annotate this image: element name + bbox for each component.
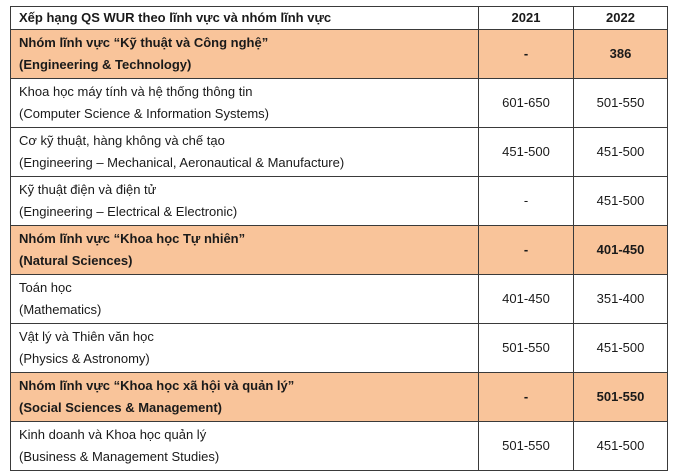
row-label (11, 177, 479, 226)
header-year-2021: 2021 (479, 7, 574, 30)
cell-2022: 501-550 (574, 79, 668, 128)
row-label (11, 30, 479, 79)
table-row-group-social-sciences (11, 373, 668, 422)
ranking-table-container (10, 6, 667, 471)
qs-ranking-table (10, 6, 668, 471)
cell-2022: 386 (574, 30, 668, 79)
cell-2022: 401-450 (574, 226, 668, 275)
header-category: Xếp hạng QS WUR theo lĩnh vực và nhóm lĩnh vực (11, 7, 479, 30)
row-subtitle: (Social Sciences & Management) (19, 400, 223, 415)
row-title: Nhóm lĩnh vực “Kỹ thuật và Công nghệ” (19, 35, 269, 50)
row-label (11, 422, 479, 471)
table-row-mathematics (11, 275, 668, 324)
row-title: Kinh doanh và Khoa học quản lý (19, 427, 207, 442)
row-subtitle: (Physics & Astronomy) (19, 351, 150, 366)
cell-2022: 351-400 (574, 275, 668, 324)
cell-2022: 451-500 (574, 128, 668, 177)
cell-2022: 451-500 (574, 422, 668, 471)
row-title: Nhóm lĩnh vực “Khoa học xã hội và quản lý” (19, 378, 295, 393)
row-title: Kỹ thuật điện và điện tử (19, 182, 157, 197)
row-title: Cơ kỹ thuật, hàng không và chế tạo (19, 133, 225, 148)
table-header-row (11, 7, 668, 30)
cell-2022: 451-500 (574, 177, 668, 226)
table-row-electrical (11, 177, 668, 226)
cell-2021: 451-500 (479, 128, 574, 177)
row-title: Khoa học máy tính và hệ thống thông tin (19, 84, 253, 99)
row-label (11, 79, 479, 128)
row-subtitle: (Natural Sciences) (19, 253, 133, 268)
cell-2022: 451-500 (574, 324, 668, 373)
row-label (11, 128, 479, 177)
table-row-group-engineering (11, 30, 668, 79)
cell-2021: 501-550 (479, 422, 574, 471)
table-row-group-natural-sciences (11, 226, 668, 275)
cell-2021: 401-450 (479, 275, 574, 324)
row-label (11, 226, 479, 275)
row-title: Vật lý và Thiên văn học (19, 329, 154, 344)
row-subtitle: (Engineering – Mechanical, Aeronautical & Manufacture) (19, 155, 345, 170)
row-subtitle: (Computer Science & Information Systems) (19, 106, 269, 121)
table-row-computer-science (11, 79, 668, 128)
table-row-mechanical (11, 128, 668, 177)
row-label (11, 373, 479, 422)
row-title: Nhóm lĩnh vực “Khoa học Tự nhiên” (19, 231, 246, 246)
row-label (11, 324, 479, 373)
table-row-physics (11, 324, 668, 373)
cell-2021: - (479, 30, 574, 79)
row-label (11, 275, 479, 324)
cell-2021: - (479, 373, 574, 422)
row-subtitle: (Mathematics) (19, 302, 102, 317)
cell-2021: - (479, 177, 574, 226)
row-title: Toán học (19, 280, 72, 295)
cell-2022: 501-550 (574, 373, 668, 422)
cell-2021: 501-550 (479, 324, 574, 373)
cell-2021: - (479, 226, 574, 275)
cell-2021: 601-650 (479, 79, 574, 128)
row-subtitle: (Engineering & Technology) (19, 57, 192, 72)
row-subtitle: (Engineering – Electrical & Electronic) (19, 204, 238, 219)
row-subtitle: (Business & Management Studies) (19, 449, 220, 464)
header-year-2022: 2022 (574, 7, 668, 30)
table-row-business (11, 422, 668, 471)
